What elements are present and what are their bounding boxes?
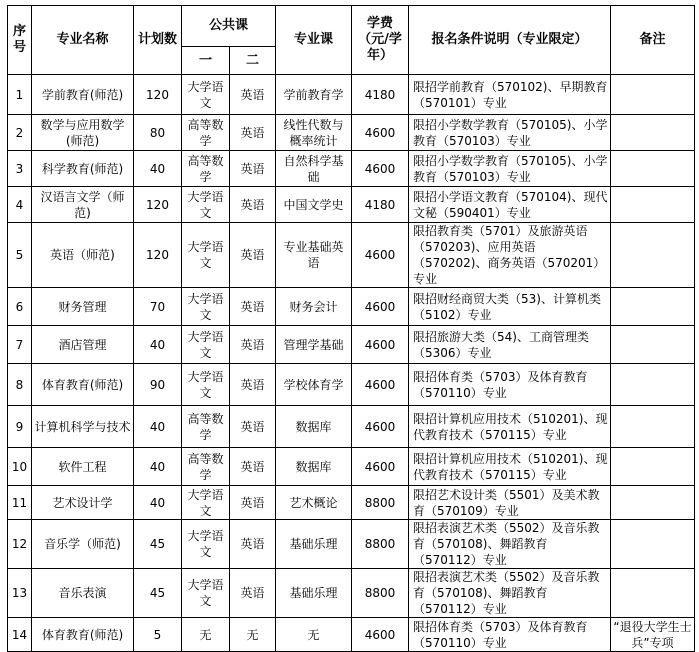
cell-fee: 4600 bbox=[352, 406, 409, 448]
cell-name: 体育教育(师范) bbox=[32, 618, 134, 652]
cell-major: 专业基础英语 bbox=[276, 223, 352, 288]
cell-major: 基础乐理 bbox=[276, 569, 352, 618]
cell-cond: 限招小学数学教育（570105)、小学教育（570103）专业 bbox=[409, 151, 611, 187]
cell-p2: 英语 bbox=[230, 569, 276, 618]
cell-fee: 4600 bbox=[352, 364, 409, 406]
cell-no: 1 bbox=[8, 75, 32, 115]
cell-plan: 40 bbox=[134, 406, 182, 448]
cell-p1: 大学语文 bbox=[182, 520, 230, 569]
cell-cond: 限招体育类（5703）及体育教育（570110）专业 bbox=[409, 364, 611, 406]
cell-note bbox=[611, 520, 695, 569]
cell-plan: 5 bbox=[134, 618, 182, 652]
table-row bbox=[8, 115, 695, 151]
cell-note bbox=[611, 569, 695, 618]
table-row bbox=[8, 364, 695, 406]
cell-major: 线性代数与概率统计 bbox=[276, 115, 352, 151]
cell-major: 艺术概论 bbox=[276, 486, 352, 520]
cell-major: 数据库 bbox=[276, 448, 352, 486]
cell-fee: 4600 bbox=[352, 448, 409, 486]
cell-fee: 4600 bbox=[352, 115, 409, 151]
cell-note bbox=[611, 406, 695, 448]
table-row bbox=[8, 326, 695, 364]
header-plan: 计划数 bbox=[134, 6, 182, 75]
cell-p1: 大学语文 bbox=[182, 364, 230, 406]
cell-major: 学前教育学 bbox=[276, 75, 352, 115]
cell-name: 学前教育(师范) bbox=[32, 75, 134, 115]
cell-p1: 大学语文 bbox=[182, 223, 230, 288]
table-row bbox=[8, 618, 695, 652]
cell-note bbox=[611, 223, 695, 288]
cell-cond: 限招表演艺术类（5502）及音乐教育（570108)、舞蹈教育（570112）专业 bbox=[409, 569, 611, 618]
header-no: 序号 bbox=[8, 6, 32, 75]
cell-p1: 大学语文 bbox=[182, 288, 230, 326]
cell-note bbox=[611, 187, 695, 223]
cell-note bbox=[611, 75, 695, 115]
cell-cond: 限招学前教育（570102)、早期教育（570101）专业 bbox=[409, 75, 611, 115]
cell-major: 自然科学基础 bbox=[276, 151, 352, 187]
cell-fee: 4600 bbox=[352, 618, 409, 652]
cell-cond: 限招旅游大类（54)、工商管理类（5306）专业 bbox=[409, 326, 611, 364]
table-row bbox=[8, 406, 695, 448]
cell-p2: 英语 bbox=[230, 115, 276, 151]
cell-cond: 限招艺术设计类（5501）及美术教育（570109）专业 bbox=[409, 486, 611, 520]
cell-p2: 英语 bbox=[230, 187, 276, 223]
cell-p2: 英语 bbox=[230, 151, 276, 187]
cell-p2: 英语 bbox=[230, 223, 276, 288]
cell-plan: 90 bbox=[134, 364, 182, 406]
cell-cond: 限招小学数学教育（570105)、小学教育（570103）专业 bbox=[409, 115, 611, 151]
cell-major: 管理学基础 bbox=[276, 326, 352, 364]
cell-plan: 45 bbox=[134, 569, 182, 618]
cell-p1: 大学语文 bbox=[182, 75, 230, 115]
cell-fee: 8800 bbox=[352, 520, 409, 569]
table-row bbox=[8, 187, 695, 223]
cell-fee: 4600 bbox=[352, 223, 409, 288]
cell-name: 酒店管理 bbox=[32, 326, 134, 364]
table-row bbox=[8, 151, 695, 187]
table-row bbox=[8, 223, 695, 288]
cell-major: 无 bbox=[276, 618, 352, 652]
cell-plan: 40 bbox=[134, 448, 182, 486]
cell-p1: 大学语文 bbox=[182, 486, 230, 520]
cell-no: 4 bbox=[8, 187, 32, 223]
table-row bbox=[8, 569, 695, 618]
cell-note bbox=[611, 115, 695, 151]
cell-plan: 120 bbox=[134, 223, 182, 288]
cell-fee: 8800 bbox=[352, 569, 409, 618]
cell-p2: 英语 bbox=[230, 75, 276, 115]
cell-fee: 4600 bbox=[352, 151, 409, 187]
cell-p2: 英语 bbox=[230, 520, 276, 569]
cell-cond: 限招小学语文教育（570104)、现代文秘（590401）专业 bbox=[409, 187, 611, 223]
cell-plan: 45 bbox=[134, 520, 182, 569]
cell-no: 2 bbox=[8, 115, 32, 151]
cell-name: 软件工程 bbox=[32, 448, 134, 486]
cell-p1: 大学语文 bbox=[182, 326, 230, 364]
enrollment-table bbox=[7, 5, 695, 652]
cell-cond: 限招计算机应用技术（510201)、现代教育技术（570115）专业 bbox=[409, 448, 611, 486]
cell-p1: 高等数学 bbox=[182, 406, 230, 448]
cell-cond: 限招教育类（5701）及旅游英语（570203)、应用英语（570202)、商务英语（570201）专业 bbox=[409, 223, 611, 288]
cell-plan: 120 bbox=[134, 187, 182, 223]
header-fee: 学费（元/学年） bbox=[352, 6, 409, 75]
cell-note bbox=[611, 486, 695, 520]
cell-major: 学校体育学 bbox=[276, 364, 352, 406]
cell-p2: 英语 bbox=[230, 448, 276, 486]
header-major: 专业课 bbox=[276, 6, 352, 75]
cell-plan: 120 bbox=[134, 75, 182, 115]
cell-plan: 40 bbox=[134, 151, 182, 187]
cell-fee: 4180 bbox=[352, 75, 409, 115]
cell-fee: 8800 bbox=[352, 486, 409, 520]
cell-major: 基础乐理 bbox=[276, 520, 352, 569]
cell-name: 音乐表演 bbox=[32, 569, 134, 618]
cell-name: 音乐学（师范) bbox=[32, 520, 134, 569]
cell-p2: 英语 bbox=[230, 406, 276, 448]
cell-plan: 40 bbox=[134, 486, 182, 520]
cell-cond: 限招体育类（5703）及体育教育（570110）专业 bbox=[409, 618, 611, 652]
cell-p1: 大学语文 bbox=[182, 569, 230, 618]
cell-no: 8 bbox=[8, 364, 32, 406]
cell-no: 14 bbox=[8, 618, 32, 652]
cell-p1: 高等数学 bbox=[182, 115, 230, 151]
cell-major: 数据库 bbox=[276, 406, 352, 448]
cell-no: 5 bbox=[8, 223, 32, 288]
cell-note bbox=[611, 151, 695, 187]
cell-cond: 限招表演艺术类（5502）及音乐教育（570108)、舞蹈教育（570112）专业 bbox=[409, 520, 611, 569]
cell-note bbox=[611, 326, 695, 364]
table-row bbox=[8, 486, 695, 520]
cell-name: 财务管理 bbox=[32, 288, 134, 326]
cell-fee: 4180 bbox=[352, 187, 409, 223]
header-note: 备注 bbox=[611, 6, 695, 75]
cell-note bbox=[611, 364, 695, 406]
cell-name: 科学教育(师范) bbox=[32, 151, 134, 187]
cell-p1: 高等数学 bbox=[182, 151, 230, 187]
cell-p1: 无 bbox=[182, 618, 230, 652]
header-name: 专业名称 bbox=[32, 6, 134, 75]
cell-p1: 大学语文 bbox=[182, 187, 230, 223]
cell-p2: 英语 bbox=[230, 486, 276, 520]
cell-no: 6 bbox=[8, 288, 32, 326]
cell-fee: 4600 bbox=[352, 288, 409, 326]
cell-name: 体育教育(师范) bbox=[32, 364, 134, 406]
cell-plan: 70 bbox=[134, 288, 182, 326]
cell-name: 艺术设计学 bbox=[32, 486, 134, 520]
cell-name: 数学与应用数学(师范) bbox=[32, 115, 134, 151]
cell-major: 中国文学史 bbox=[276, 187, 352, 223]
header-cond: 报名条件说明（专业限定） bbox=[409, 6, 611, 75]
cell-cond: 限招计算机应用技术（510201)、现代教育技术（570115）专业 bbox=[409, 406, 611, 448]
cell-no: 9 bbox=[8, 406, 32, 448]
cell-plan: 40 bbox=[134, 326, 182, 364]
cell-no: 3 bbox=[8, 151, 32, 187]
cell-name: 英语（师范) bbox=[32, 223, 134, 288]
table-row bbox=[8, 448, 695, 486]
header-public: 公共课 bbox=[182, 6, 276, 47]
table-row bbox=[8, 75, 695, 115]
cell-cond: 限招财经商贸大类（53)、计算机类（5102）专业 bbox=[409, 288, 611, 326]
cell-no: 11 bbox=[8, 486, 32, 520]
cell-p1: 高等数学 bbox=[182, 448, 230, 486]
header-pub1: 一 bbox=[182, 47, 230, 75]
table-row bbox=[8, 288, 695, 326]
cell-p2: 英语 bbox=[230, 288, 276, 326]
cell-major: 财务会计 bbox=[276, 288, 352, 326]
table-row bbox=[8, 520, 695, 569]
cell-p2: 无 bbox=[230, 618, 276, 652]
cell-note bbox=[611, 288, 695, 326]
cell-fee: 4600 bbox=[352, 326, 409, 364]
cell-name: 计算机科学与技术 bbox=[32, 406, 134, 448]
cell-no: 10 bbox=[8, 448, 32, 486]
cell-p2: 英语 bbox=[230, 326, 276, 364]
cell-no: 12 bbox=[8, 520, 32, 569]
header-pub2: 二 bbox=[230, 47, 276, 75]
cell-no: 7 bbox=[8, 326, 32, 364]
cell-plan: 80 bbox=[134, 115, 182, 151]
cell-p2: 英语 bbox=[230, 364, 276, 406]
cell-note bbox=[611, 448, 695, 486]
cell-note: “退役大学生士兵”专项 bbox=[611, 618, 695, 652]
cell-name: 汉语言文学（师范) bbox=[32, 187, 134, 223]
cell-no: 13 bbox=[8, 569, 32, 618]
